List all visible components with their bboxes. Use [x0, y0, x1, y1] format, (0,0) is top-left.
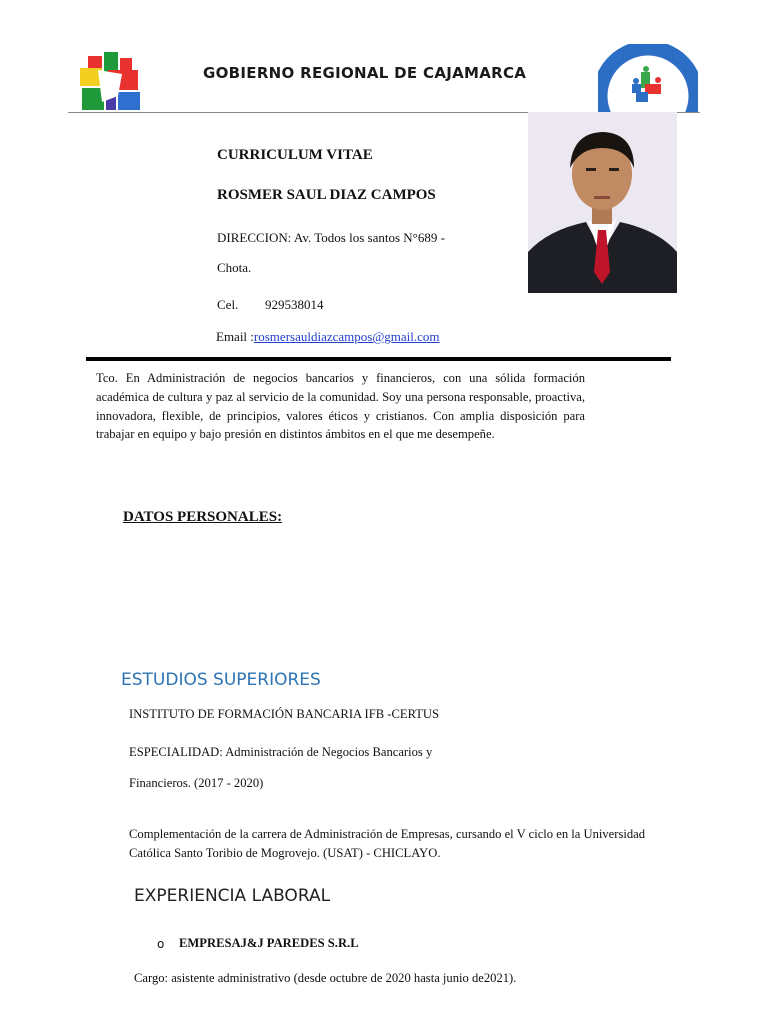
phone-label: Cel.	[217, 297, 239, 312]
personal-data-heading: DATOS PERSONALES:	[123, 509, 283, 525]
education-heading: ESTUDIOS SUPERIORES	[121, 670, 321, 690]
candidate-name: ROSMER SAUL DIAZ CAMPOS	[217, 187, 436, 203]
direccion-salud-logo	[598, 44, 698, 112]
email-label: Email :	[216, 329, 254, 344]
email-row	[216, 329, 440, 345]
profile-photo	[528, 112, 677, 293]
section-divider	[86, 357, 671, 361]
list-bullet: o	[157, 937, 165, 951]
government-title: GOBIERNO REGIONAL DE CAJAMARCA	[203, 64, 527, 82]
email-link[interactable]: rosmersauldiazcampos@gmail.com	[253, 329, 440, 344]
education-specialty: ESPECIALIDAD: Administración de Negocios Bancarios y	[129, 745, 433, 759]
gobierno-regional-logo	[78, 52, 144, 114]
education-institute: INSTITUTO DE FORMACIÓN BANCARIA IFB -CERTUS	[129, 707, 440, 721]
experience-position: Cargo: asistente administrativo (desde octubre de 2020 hasta junio de2021).	[134, 971, 517, 985]
document-title: CURRICULUM VITAE	[217, 147, 373, 163]
experience-company: EMPRESAJ&J PAREDES S.R.L	[179, 936, 359, 950]
address-line-2: Chota.	[217, 260, 252, 275]
education-complement: Complementación de la carrera de Administración de Empresas, cursando el V ciclo en la Universidad Católica Santo Toribio de Mogrovejo. (USAT) - CHICLAYO.	[129, 827, 646, 860]
phone-number: 929538014	[265, 297, 324, 312]
experience-heading: EXPERIENCIA LABORAL	[134, 886, 331, 906]
education-specialty-years: Financieros. (2017 - 2020)	[129, 776, 264, 790]
profile-summary: Tco. En Administración de negocios bancarios y financieros, con una sólida formación académica de cultura y paz al servicio de la comunidad. Soy una persona responsable, proactiva, innovadora, flexible, de principios, valores éticos y cristianos. Con amplia disposición para trabajar en equipo y bajo presión en distintos ámbitos en el que me desempeñe.	[96, 371, 585, 442]
address-line-1: DIRECCION: Av. Todos los santos N°689 -	[217, 230, 445, 245]
